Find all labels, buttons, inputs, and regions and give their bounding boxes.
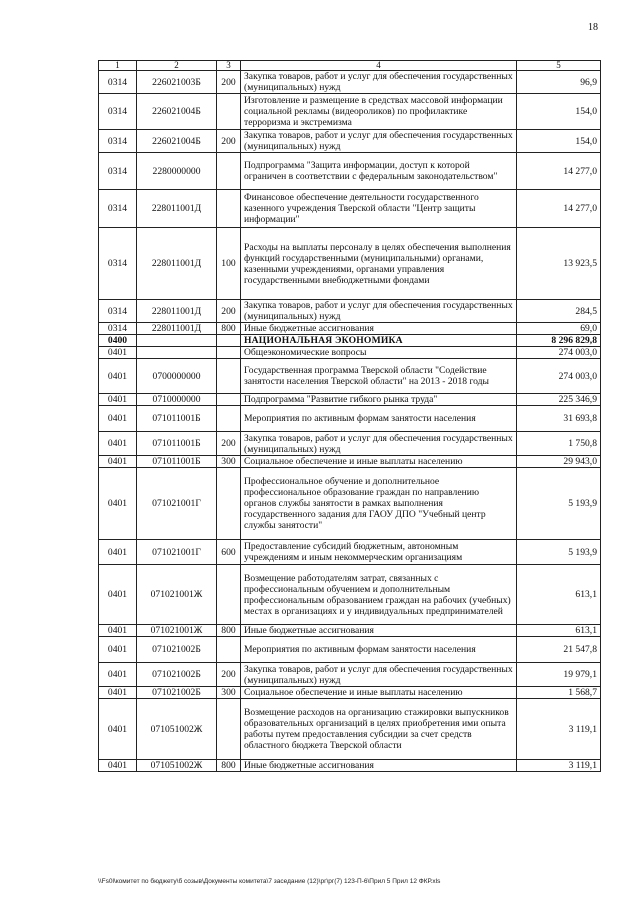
cell-section: 0401	[99, 394, 137, 406]
cell-type	[217, 406, 241, 432]
table-row	[99, 565, 601, 625]
cell-code: 071051002Ж	[137, 699, 217, 760]
cell-section: 0314	[99, 228, 137, 300]
cell-code: 071021002Б	[137, 663, 217, 687]
cell-type: 100	[217, 228, 241, 300]
cell-name: Возмещение расходов на организацию стажировки выпускников образовательных организаций в целях приобретения ими опыта работы путем предоставления субсидии за счет средств областного бюджета Тверской области	[241, 699, 517, 760]
cell-amount: 31 693,8	[517, 406, 601, 432]
table-row	[99, 432, 601, 456]
cell-name: Иные бюджетные ассигнования	[241, 760, 517, 772]
cell-section: 0401	[99, 687, 137, 699]
cell-name: Предоставление субсидий бюджетным, автономным учреждениям и иным некоммерческим организациям	[241, 540, 517, 565]
table-row	[99, 406, 601, 432]
cell-section: 0314	[99, 190, 137, 228]
cell-amount: 154,0	[517, 130, 601, 153]
table-row	[99, 687, 601, 699]
cell-type	[217, 468, 241, 540]
cell-code: 228011001Д	[137, 323, 217, 335]
cell-amount: 5 193,9	[517, 540, 601, 565]
cell-section: 0401	[99, 540, 137, 565]
cell-name: Профессиональное обучение и дополнительное профессиональное образование граждан по направлению органов службы занятости в рамках выполнения государственного задания для ГАОУ ДПО "Учебный центр службы занятости"	[241, 468, 517, 540]
cell-amount: 1 568,7	[517, 687, 601, 699]
cell-type	[217, 94, 241, 130]
cell-amount: 3 119,1	[517, 760, 601, 772]
cell-section: 0401	[99, 456, 137, 468]
header-type: 3	[217, 61, 241, 71]
cell-section: 0401	[99, 347, 137, 359]
cell-name: Расходы на выплаты персоналу в целях обеспечения выполнения функций государственными (муниципальными) органами, казенными учреждениями, органами управления государственными внебюджетными фондами	[241, 228, 517, 300]
cell-type	[217, 347, 241, 359]
table-row	[99, 699, 601, 760]
cell-amount: 613,1	[517, 625, 601, 637]
cell-name: Закупка товаров, работ и услуг для обеспечения государственных (муниципальных) нужд	[241, 663, 517, 687]
cell-amount: 274 003,0	[517, 359, 601, 394]
cell-code: 228011001Д	[137, 190, 217, 228]
cell-type	[217, 190, 241, 228]
cell-name: Подпрограмма "Защита информации, доступ к которой ограничен в соответствии с федеральным законодательством"	[241, 153, 517, 190]
cell-name: Социальное обеспечение и иные выплаты населению	[241, 687, 517, 699]
table-row	[99, 359, 601, 394]
cell-type: 200	[217, 130, 241, 153]
cell-type: 800	[217, 760, 241, 772]
cell-code: 228011001Д	[137, 300, 217, 323]
cell-type: 200	[217, 432, 241, 456]
cell-code: 071021001Ж	[137, 565, 217, 625]
cell-name: Социальное обеспечение и иные выплаты населению	[241, 456, 517, 468]
cell-amount: 14 277,0	[517, 190, 601, 228]
budget-table	[98, 60, 601, 772]
cell-code: 071021001Ж	[137, 625, 217, 637]
cell-section: 0401	[99, 760, 137, 772]
table-row	[99, 300, 601, 323]
table-row	[99, 94, 601, 130]
cell-section: 0400	[99, 335, 137, 347]
cell-type: 300	[217, 456, 241, 468]
cell-amount: 3 119,1	[517, 699, 601, 760]
table-row	[99, 394, 601, 406]
cell-type	[217, 699, 241, 760]
cell-type: 300	[217, 687, 241, 699]
cell-name: Закупка товаров, работ и услуг для обеспечения государственных (муниципальных) нужд	[241, 432, 517, 456]
cell-type	[217, 153, 241, 190]
cell-section: 0314	[99, 153, 137, 190]
header-code: 2	[137, 61, 217, 71]
table-row	[99, 468, 601, 540]
page-number: 18	[588, 22, 598, 33]
cell-name: Возмещение работодателям затрат, связанных с профессиональным обучением и дополнительным профессиональным образованием граждан на рабочих (учебных) местах в организациях и у индивидуальных предпринимателей	[241, 565, 517, 625]
table-row	[99, 540, 601, 565]
cell-type: 200	[217, 71, 241, 94]
cell-code: 071011001Б	[137, 456, 217, 468]
table-row	[99, 71, 601, 94]
cell-section: 0401	[99, 468, 137, 540]
cell-amount: 154,0	[517, 94, 601, 130]
cell-type	[217, 394, 241, 406]
cell-name: Государственная программа Тверской области "Содействие занятости населения Тверской области" на 2013 - 2018 годы	[241, 359, 517, 394]
cell-type: 800	[217, 323, 241, 335]
cell-amount: 21 547,8	[517, 637, 601, 663]
cell-type	[217, 565, 241, 625]
cell-code: 071021001Г	[137, 468, 217, 540]
cell-amount: 8 296 829,8	[517, 335, 601, 347]
cell-section: 0401	[99, 637, 137, 663]
table-row	[99, 625, 601, 637]
header-name: 4	[241, 61, 517, 71]
cell-amount: 69,0	[517, 323, 601, 335]
cell-name: Изготовление и размещение в средствах массовой информации социальной рекламы (видеороликов) по профилактике терроризма и экстремизма	[241, 94, 517, 130]
cell-name: Общеэкономические вопросы	[241, 347, 517, 359]
cell-code: 071011001Б	[137, 406, 217, 432]
cell-code: 071021002Б	[137, 687, 217, 699]
cell-code: 226021004Б	[137, 130, 217, 153]
cell-section: 0401	[99, 565, 137, 625]
cell-amount: 5 193,9	[517, 468, 601, 540]
cell-amount: 225 346,9	[517, 394, 601, 406]
table-row	[99, 335, 601, 347]
cell-code: 071011001Б	[137, 432, 217, 456]
cell-code: 226021004Б	[137, 94, 217, 130]
header-section: 1	[99, 61, 137, 71]
cell-amount: 29 943,0	[517, 456, 601, 468]
cell-type: 600	[217, 540, 241, 565]
cell-code	[137, 347, 217, 359]
cell-section: 0314	[99, 71, 137, 94]
cell-amount: 96,9	[517, 71, 601, 94]
cell-amount: 1 750,8	[517, 432, 601, 456]
cell-code: 071051002Ж	[137, 760, 217, 772]
table-row	[99, 190, 601, 228]
table-row	[99, 760, 601, 772]
cell-section: 0401	[99, 625, 137, 637]
cell-name: НАЦИОНАЛЬНАЯ ЭКОНОМИКА	[241, 335, 517, 347]
cell-name: Подпрограмма "Развитие гибкого рынка труда"	[241, 394, 517, 406]
cell-name: Финансовое обеспечение деятельности государственного казенного учреждения Тверской области "Центр защиты информации"	[241, 190, 517, 228]
cell-type	[217, 359, 241, 394]
cell-section: 0314	[99, 323, 137, 335]
cell-amount: 14 277,0	[517, 153, 601, 190]
table-row	[99, 456, 601, 468]
cell-code: 228011001Д	[137, 228, 217, 300]
table-row	[99, 130, 601, 153]
cell-name: Иные бюджетные ассигнования	[241, 625, 517, 637]
cell-amount: 284,5	[517, 300, 601, 323]
cell-section: 0401	[99, 432, 137, 456]
cell-section: 0401	[99, 663, 137, 687]
cell-amount: 613,1	[517, 565, 601, 625]
cell-name: Закупка товаров, работ и услуг для обеспечения государственных (муниципальных) нужд	[241, 300, 517, 323]
cell-type	[217, 335, 241, 347]
cell-name: Иные бюджетные ассигнования	[241, 323, 517, 335]
cell-name: Закупка товаров, работ и услуг для обеспечения государственных (муниципальных) нужд	[241, 130, 517, 153]
cell-amount: 19 979,1	[517, 663, 601, 687]
cell-type: 200	[217, 300, 241, 323]
cell-name: Закупка товаров, работ и услуг для обеспечения государственных (муниципальных) нужд	[241, 71, 517, 94]
cell-amount: 13 923,5	[517, 228, 601, 300]
cell-section: 0401	[99, 359, 137, 394]
table-row	[99, 228, 601, 300]
cell-amount: 274 003,0	[517, 347, 601, 359]
cell-section: 0401	[99, 699, 137, 760]
cell-name: Мероприятия по активным формам занятости населения	[241, 406, 517, 432]
cell-code: 0710000000	[137, 394, 217, 406]
table-row	[99, 663, 601, 687]
cell-type: 200	[217, 663, 241, 687]
cell-code: 071021001Г	[137, 540, 217, 565]
cell-type	[217, 637, 241, 663]
table-row	[99, 323, 601, 335]
table-row	[99, 153, 601, 190]
cell-code: 226021003Б	[137, 71, 217, 94]
cell-section: 0314	[99, 130, 137, 153]
cell-code: 071021002Б	[137, 637, 217, 663]
cell-code: 0700000000	[137, 359, 217, 394]
header-amount: 5	[517, 61, 601, 71]
cell-name: Мероприятия по активным формам занятости населения	[241, 637, 517, 663]
cell-type: 800	[217, 625, 241, 637]
table-row	[99, 347, 601, 359]
table-row	[99, 637, 601, 663]
cell-section: 0401	[99, 406, 137, 432]
file-path-footer: \\Fs0l\комитет по бюджету\б созыв\Документы комитета\7 заседание (12)\рг\рг(7) 123-П-6\Прил 5 Прил 12 ФКР.xls	[98, 878, 441, 885]
cell-section: 0314	[99, 94, 137, 130]
cell-code	[137, 335, 217, 347]
table-header-row	[99, 61, 601, 71]
cell-section: 0314	[99, 300, 137, 323]
cell-code: 2280000000	[137, 153, 217, 190]
